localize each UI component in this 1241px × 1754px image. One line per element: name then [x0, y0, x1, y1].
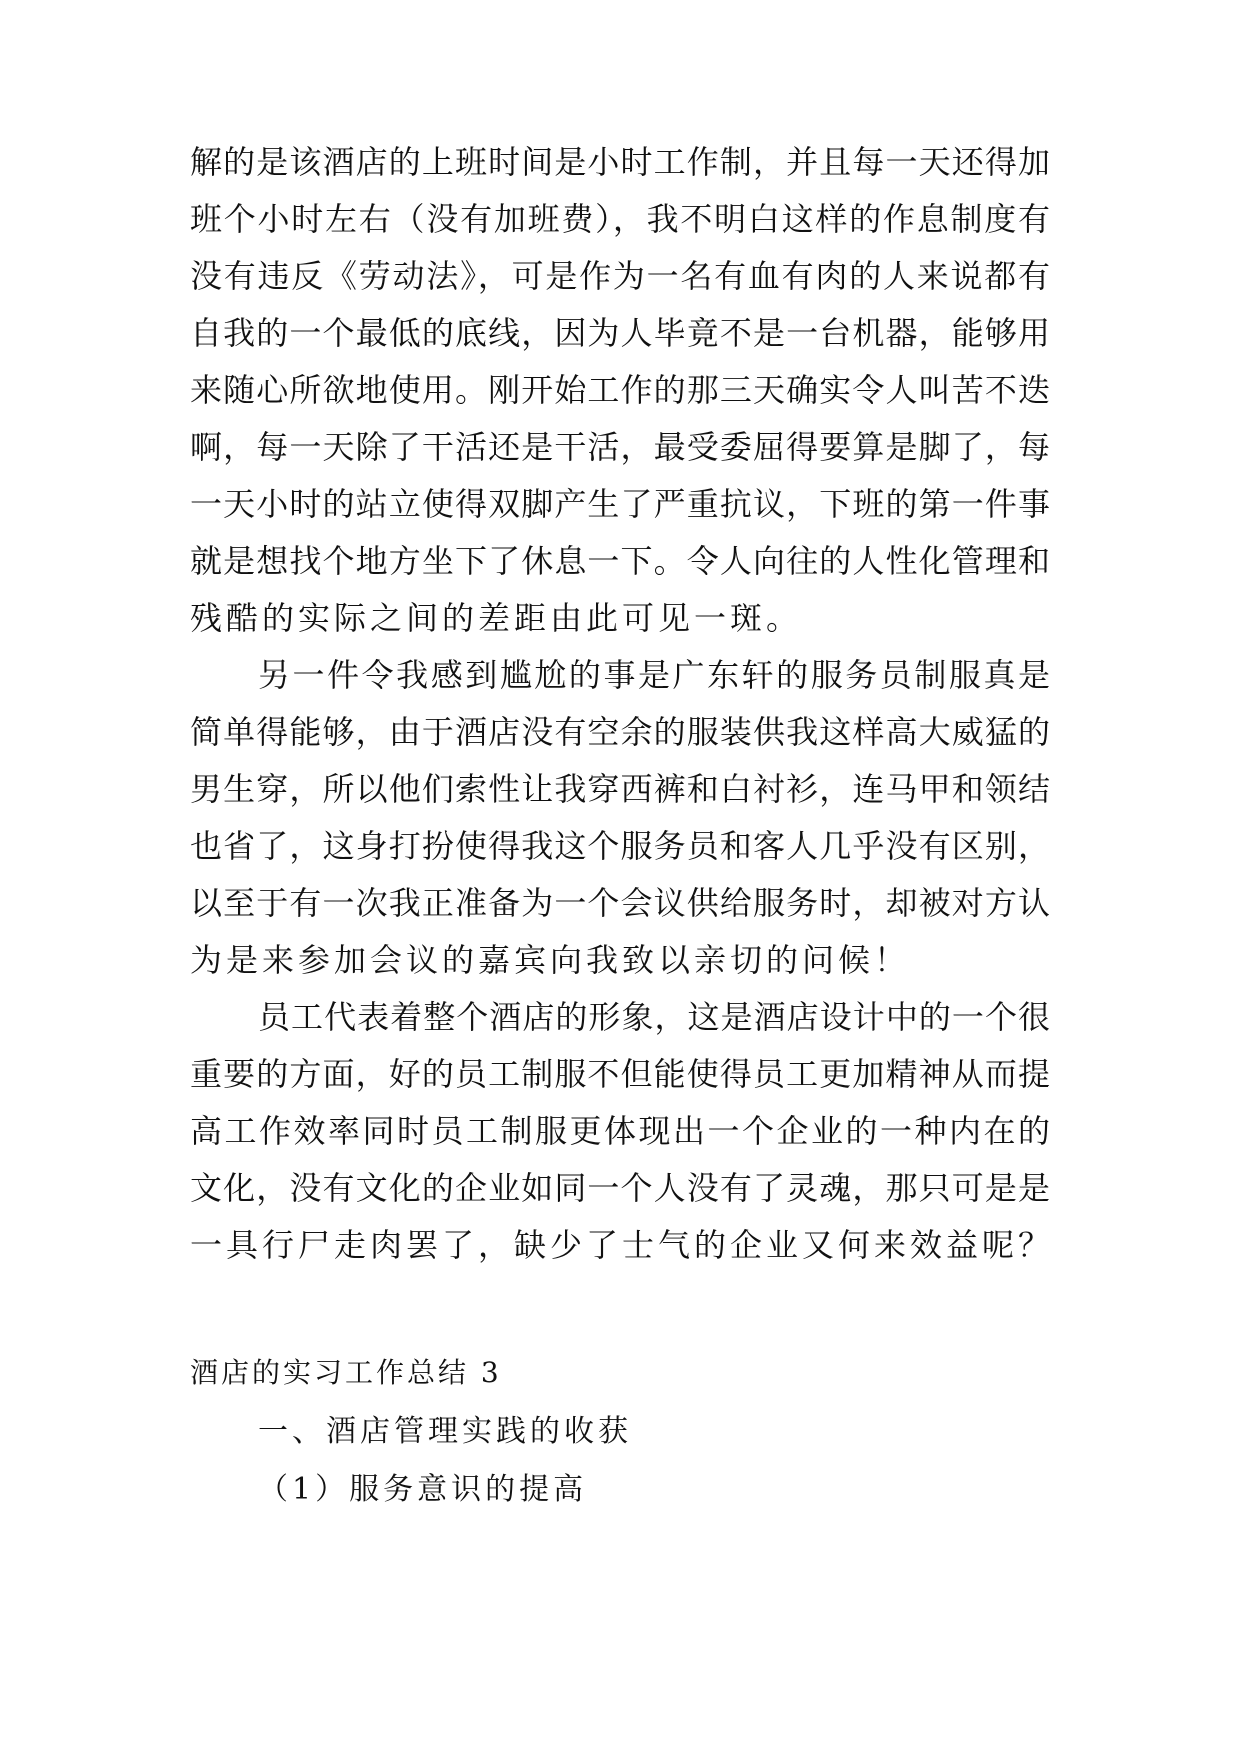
text-line: 也省了，这身打扮使得我这个服务员和客人几乎没有区别， [190, 827, 1050, 865]
text-line: 文化，没有文化的企业如同一个人没有了灵魂，那只可是是 [190, 1169, 1050, 1207]
text-line: 自我的一个最低的底线，因为人毕竟不是一台机器，能够用 [190, 314, 1050, 352]
text-line: 为是来参加会议的嘉宾向我致以亲切的问候！ [190, 941, 911, 979]
text-line: 没有违反《劳动法》，可是作为一名有血有肉的人来说都有 [190, 257, 1050, 295]
text-line: 员工代表着整个酒店的形象，这是酒店设计中的一个很 [258, 998, 1050, 1036]
text-line: 以至于有一次我正准备为一个会议供给服务时，却被对方认 [190, 884, 1050, 922]
text-line: 来随心所欲地使用。刚开始工作的那三天确实令人叫苦不迭 [190, 371, 1050, 409]
text-line: 残酷的实际之间的差距由此可见一斑。 [190, 599, 803, 637]
text-line: 一具行尸走肉罢了，缺少了士气的企业又何来效益呢？ [190, 1226, 1055, 1264]
text-line: 男生穿，所以他们索性让我穿西裤和白衬衫，连马甲和领结 [190, 770, 1050, 808]
text-line: 高工作效率同时员工制服更体现出一个企业的一种内在的 [190, 1112, 1050, 1150]
section-title: 酒店的实习工作总结 3 [190, 1356, 502, 1389]
text-line: 另一件令我感到尴尬的事是广东轩的服务员制服真是 [258, 656, 1050, 694]
text-line: 简单得能够，由于酒店没有空余的服装供我这样高大威猛的 [190, 713, 1050, 751]
text-line: 一天小时的站立使得双脚产生了严重抗议，下班的第一件事 [190, 485, 1050, 523]
subheading: （1）服务意识的提高 [258, 1472, 588, 1507]
subheading: 一、酒店管理实践的收获 [258, 1414, 632, 1449]
text-line: 啊，每一天除了干活还是干活，最受委屈得要算是脚了，每 [190, 428, 1050, 466]
text-line: 重要的方面，好的员工制服不但能使得员工更加精神从而提 [190, 1055, 1050, 1093]
text-line: 就是想找个地方坐下了休息一下。令人向往的人性化管理和 [190, 542, 1050, 580]
text-line: 班个小时左右（没有加班费），我不明白这样的作息制度有 [190, 200, 1050, 238]
text-line: 解的是该酒店的上班时间是小时工作制，并且每一天还得加 [190, 143, 1050, 181]
